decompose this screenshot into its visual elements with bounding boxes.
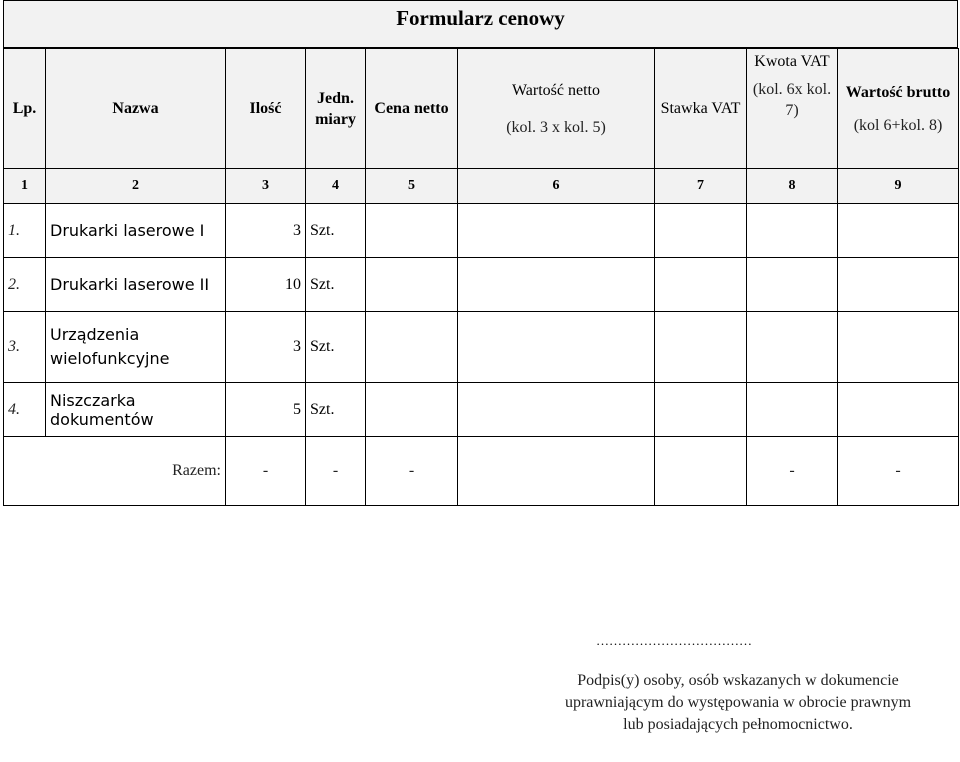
summary-unit: - [306,437,366,506]
kwota-vat-cell[interactable] [747,204,838,258]
table-row [4,258,959,312]
wartosc-netto-cell[interactable] [458,312,655,383]
header-row [4,49,959,169]
wartosc-netto-cell[interactable] [458,383,655,437]
table-row [4,383,959,437]
wartosc-netto-cell[interactable] [458,204,655,258]
signature-caption: Podpis(y) osoby, osób wskazanych w dokumencie uprawniającym do występowania w obrocie prawnym lub posiadających pełnomocnictwo. [564,672,912,733]
header-kwota-vat-formula: (kol. 6x kol. 7) [752,81,832,119]
signature-line: ……………………………… [596,633,752,648]
header-jedn-miary: Jedn. miary [306,49,366,169]
header-wartosc-netto-label: Wartość netto [511,81,600,99]
header-wartosc-netto [458,49,655,169]
header-wartosc-brutto [838,49,959,169]
row-unit: Szt. [306,204,366,258]
table-row [4,204,959,258]
header-wartosc-brutto-formula: (kol 6+kol. 8) [853,116,943,134]
row-name: Niszczarka dokumentów [46,383,226,437]
row-unit: Szt. [306,383,366,437]
wartosc-brutto-cell[interactable] [838,383,959,437]
kwota-vat-cell[interactable] [747,312,838,383]
column-number: 7 [655,169,747,204]
row-qty: 3 [226,312,306,383]
table-row [4,312,959,383]
row-name: Drukarki laserowe II [46,258,226,312]
header-lp: Lp. [4,49,46,169]
form-title: Formularz cenowy [3,0,958,48]
header-nazwa: Nazwa [46,49,226,169]
summary-qty: - [226,437,306,506]
summary-wartosc-netto [458,437,655,506]
wartosc-brutto-cell[interactable] [838,312,959,383]
column-number: 9 [838,169,959,204]
header-cena-netto: Cena netto [366,49,458,169]
kwota-vat-cell[interactable] [747,383,838,437]
column-number: 5 [366,169,458,204]
row-name: Drukarki laserowe I [46,204,226,258]
cena-netto-cell[interactable] [366,383,458,437]
cena-netto-cell[interactable] [366,312,458,383]
kwota-vat-cell[interactable] [747,258,838,312]
row-qty: 3 [226,204,306,258]
header-wartosc-netto-formula: (kol. 3 x kol. 5) [506,118,606,136]
row-unit: Szt. [306,258,366,312]
header-wartosc-brutto-label: Wartość brutto [845,83,951,101]
column-number: 1 [4,169,46,204]
header-stawka-vat: Stawka VAT [655,49,747,169]
stawka-vat-cell[interactable] [655,383,747,437]
wartosc-netto-cell[interactable] [458,258,655,312]
row-lp: 1. [4,204,46,258]
cena-netto-cell[interactable] [366,204,458,258]
stawka-vat-cell[interactable] [655,204,747,258]
price-table [3,48,959,506]
summary-cena-netto: - [366,437,458,506]
row-lp: 3. [4,312,46,383]
row-lp: 2. [4,258,46,312]
row-lp: 4. [4,383,46,437]
summary-stawka-vat [655,437,747,506]
header-kwota-vat [747,49,838,169]
column-number-row [4,169,959,204]
summary-kwota-vat: - [747,437,838,506]
row-unit: Szt. [306,312,366,383]
stawka-vat-cell[interactable] [655,258,747,312]
column-number: 2 [46,169,226,204]
header-ilosc: Ilość [226,49,306,169]
column-number: 6 [458,169,655,204]
stawka-vat-cell[interactable] [655,312,747,383]
summary-wartosc-brutto: - [838,437,959,506]
row-qty: 5 [226,383,306,437]
summary-row [4,437,959,506]
row-name: Urządzenia wielofunkcyjne [46,312,226,383]
column-number: 4 [306,169,366,204]
wartosc-brutto-cell[interactable] [838,258,959,312]
header-kwota-vat-label: Kwota VAT [754,53,830,70]
cena-netto-cell[interactable] [366,258,458,312]
summary-label: Razem: [4,437,226,506]
row-qty: 10 [226,258,306,312]
column-number: 3 [226,169,306,204]
wartosc-brutto-cell[interactable] [838,204,959,258]
column-number: 8 [747,169,838,204]
